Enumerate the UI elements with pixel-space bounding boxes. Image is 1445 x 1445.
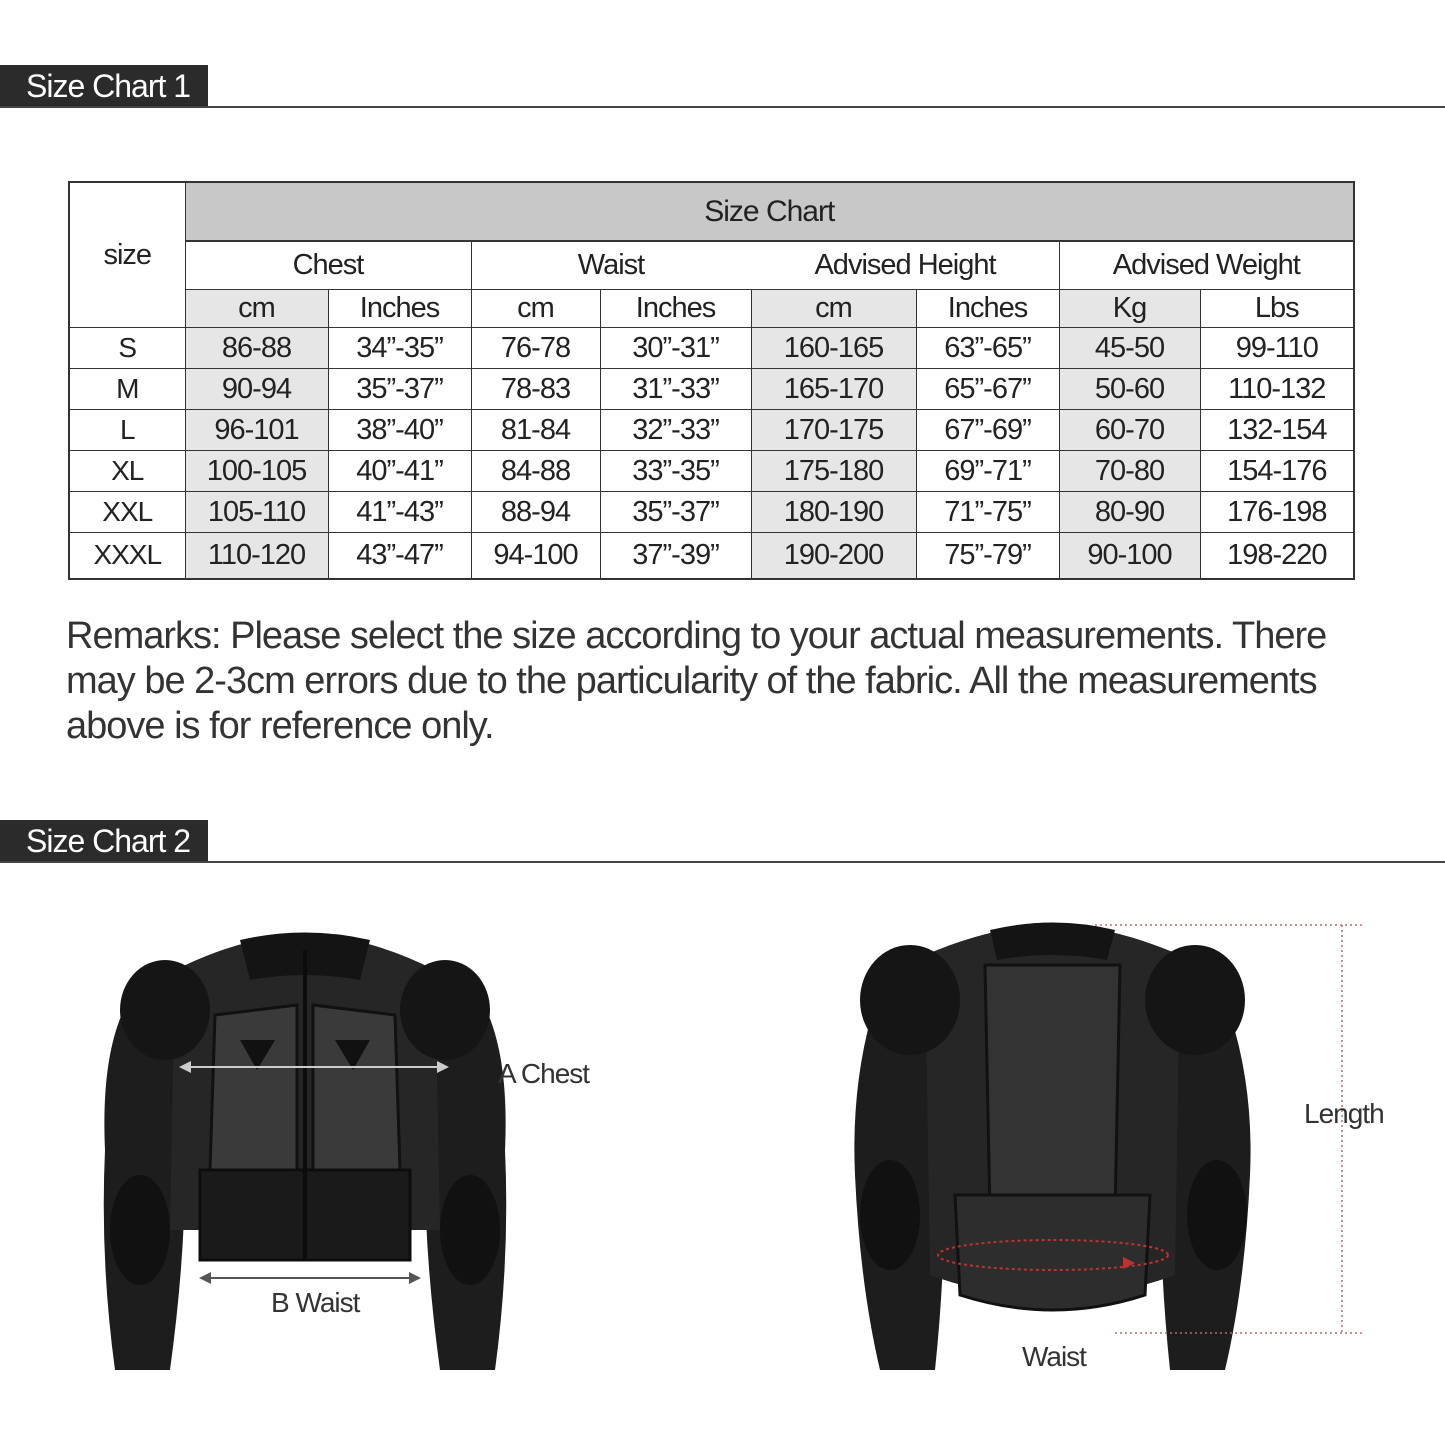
table-cell: 86-88: [185, 328, 328, 369]
table-cell: 60-70: [1059, 410, 1200, 451]
table-row: [69, 328, 1354, 369]
table-cell: 35”-37”: [328, 369, 471, 410]
table-cell: 69”-71”: [916, 451, 1059, 492]
table-title: Size Chart: [185, 182, 1354, 241]
table-cell: 35”-37”: [600, 492, 751, 533]
size-cell: M: [69, 369, 185, 410]
group-weight: Advised Weight: [1059, 241, 1354, 290]
unit-cell: cm: [471, 290, 600, 328]
section-1-tab: Size Chart 1: [0, 65, 208, 107]
table-cell: 94-100: [471, 533, 600, 579]
unit-cell: Inches: [328, 290, 471, 328]
table-cell: 132-154: [1200, 410, 1354, 451]
table-cell: 160-165: [751, 328, 916, 369]
table-cell: 110-120: [185, 533, 328, 579]
size-cell: XXL: [69, 492, 185, 533]
waist-label-front: B Waist: [271, 1287, 360, 1318]
table-cell: 105-110: [185, 492, 328, 533]
size-cell: XL: [69, 451, 185, 492]
size-cell: S: [69, 328, 185, 369]
table-cell: 99-110: [1200, 328, 1354, 369]
table-cell: 100-105: [185, 451, 328, 492]
jacket-front-image: [75, 930, 535, 1390]
table-cell: 175-180: [751, 451, 916, 492]
table-row: [69, 492, 1354, 533]
table-cell: 81-84: [471, 410, 600, 451]
table-cell: 180-190: [751, 492, 916, 533]
section-2-rule: [0, 861, 1445, 863]
length-label: Length: [1304, 1098, 1384, 1129]
table-row: [69, 410, 1354, 451]
table-cell: 96-101: [185, 410, 328, 451]
table-cell: 50-60: [1059, 369, 1200, 410]
unit-cell: Kg: [1059, 290, 1200, 328]
unit-cell: Inches: [916, 290, 1059, 328]
unit-cell: Lbs: [1200, 290, 1354, 328]
size-cell: L: [69, 410, 185, 451]
table-cell: 33”-35”: [600, 451, 751, 492]
table-cell: 165-170: [751, 369, 916, 410]
unit-cell: Inches: [600, 290, 751, 328]
table-cell: 30”-31”: [600, 328, 751, 369]
waist-label-back: Waist: [1022, 1341, 1086, 1372]
table-cell: 32”-33”: [600, 410, 751, 451]
table-cell: 71”-75”: [916, 492, 1059, 533]
table-row: [69, 533, 1354, 579]
table-row: [69, 451, 1354, 492]
table-cell: 37”-39”: [600, 533, 751, 579]
table-cell: 154-176: [1200, 451, 1354, 492]
section-1-rule: [0, 106, 1445, 108]
table-cell: 80-90: [1059, 492, 1200, 533]
table-row: [69, 369, 1354, 410]
table-cell: 76-78: [471, 328, 600, 369]
table-cell: 31”-33”: [600, 369, 751, 410]
table-cell: 190-200: [751, 533, 916, 579]
jacket-back-image: [845, 915, 1385, 1385]
table-cell: 84-88: [471, 451, 600, 492]
table-cell: 90-94: [185, 369, 328, 410]
table-cell: 40”-41”: [328, 451, 471, 492]
group-chest: Chest: [185, 241, 471, 290]
table-cell: 90-100: [1059, 533, 1200, 579]
table-cell: 70-80: [1059, 451, 1200, 492]
table-cell: 38”-40”: [328, 410, 471, 451]
table-cell: 41”-43”: [328, 492, 471, 533]
table-cell: 45-50: [1059, 328, 1200, 369]
table-cell: 65”-67”: [916, 369, 1059, 410]
group-height: Advised Height: [751, 241, 1059, 290]
table-cell: 88-94: [471, 492, 600, 533]
size-cell: XXXL: [69, 533, 185, 579]
remarks-text: Remarks: Please select the size according to your actual measurements. There may be 2-3cm errors due to the particularity of the fabric. All the measurements above is for reference only.: [66, 615, 1327, 747]
table-cell: 43”-47”: [328, 533, 471, 579]
table-cell: 198-220: [1200, 533, 1354, 579]
table-cell: 176-198: [1200, 492, 1354, 533]
table-cell: 75”-79”: [916, 533, 1059, 579]
size-header: size: [69, 182, 185, 328]
table-cell: 67”-69”: [916, 410, 1059, 451]
unit-cell: cm: [185, 290, 328, 328]
table-cell: 34”-35”: [328, 328, 471, 369]
chest-label: A Chest: [498, 1058, 590, 1089]
size-chart-table: [68, 181, 1355, 580]
table-cell: 110-132: [1200, 369, 1354, 410]
table-cell: 78-83: [471, 369, 600, 410]
group-waist: Waist: [471, 241, 751, 290]
unit-cell: cm: [751, 290, 916, 328]
table-cell: 170-175: [751, 410, 916, 451]
table-cell: 63”-65”: [916, 328, 1059, 369]
section-2-tab: Size Chart 2: [0, 820, 208, 862]
